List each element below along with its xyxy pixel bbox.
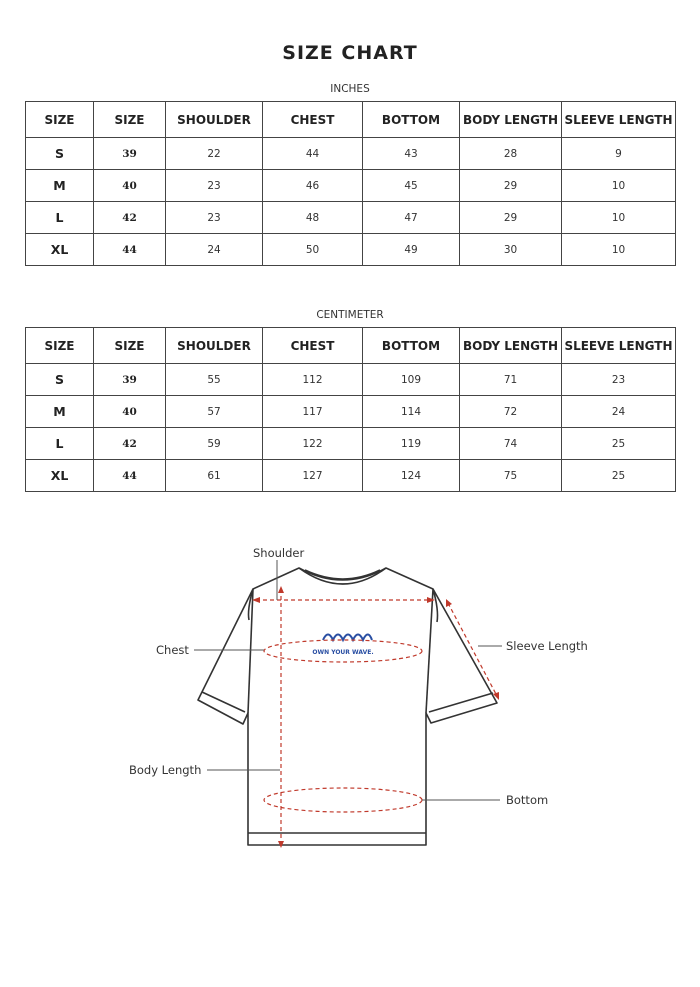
wave-logo (312, 635, 373, 657)
chest-cell: 127 (263, 460, 363, 492)
header-shoulder: SHOULDER (166, 328, 263, 364)
centimeter-caption: CENTIMETER (316, 309, 384, 321)
sleeve-length-cell: 25 (562, 428, 676, 460)
bottom-cell: 114 (363, 396, 460, 428)
shoulder-cell: 55 (166, 364, 263, 396)
tshirt-measurement-diagram (0, 530, 700, 870)
body-length-label: Body Length (129, 763, 202, 777)
bottom-measure-ellipse (264, 788, 422, 812)
tshirt-collar-inner (299, 568, 386, 584)
size-number-cell: 42 (94, 202, 166, 234)
body-length-cell: 71 (460, 364, 562, 396)
sleeve-length-cell: 23 (562, 364, 676, 396)
page-title: SIZE CHART (282, 42, 418, 64)
centimeter-table (25, 327, 676, 492)
shoulder-label: Shoulder (253, 546, 305, 560)
bottom-cell: 49 (363, 234, 460, 266)
chest-cell: 48 (263, 202, 363, 234)
right-sleeve-hem (429, 693, 493, 712)
header-size: SIZE (26, 102, 94, 138)
inches-header-row (26, 102, 676, 138)
table-row (26, 460, 676, 492)
bottom-cell: 119 (363, 428, 460, 460)
header-body-length: BODY LENGTH (460, 102, 562, 138)
shoulder-cell: 59 (166, 428, 263, 460)
shoulder-cell: 57 (166, 396, 263, 428)
size-cell: XL (26, 460, 94, 492)
size-number-cell: 40 (94, 396, 166, 428)
header-chest: CHEST (263, 328, 363, 364)
bottom-label: Bottom (506, 793, 549, 807)
shoulder-cell: 22 (166, 138, 263, 170)
table-row (26, 138, 676, 170)
shoulder-arrow-right (427, 597, 435, 603)
size-cell: M (26, 396, 94, 428)
header-bottom: BOTTOM (363, 328, 460, 364)
size-number-cell: 42 (94, 428, 166, 460)
table-row (26, 234, 676, 266)
table-row (26, 202, 676, 234)
body-length-cell: 30 (460, 234, 562, 266)
centimeter-header-row (26, 328, 676, 364)
size-number-cell: 40 (94, 170, 166, 202)
header-size: SIZE (26, 328, 94, 364)
logo-text: OWN YOUR WAVE. (312, 649, 374, 656)
chest-cell: 50 (263, 234, 363, 266)
table-row (26, 364, 676, 396)
header-size-number: SIZE (94, 328, 166, 364)
bottom-cell: 43 (363, 138, 460, 170)
size-number-cell: 39 (94, 138, 166, 170)
sleeve-length-cell: 10 (562, 170, 676, 202)
chest-label: Chest (156, 643, 189, 657)
right-sleeve-seam (426, 589, 433, 713)
body-length-cell: 72 (460, 396, 562, 428)
body-length-cell: 29 (460, 170, 562, 202)
measurement-guides (256, 589, 497, 845)
shoulder-cell: 23 (166, 170, 263, 202)
shoulder-cell: 61 (166, 460, 263, 492)
size-cell: S (26, 138, 94, 170)
bottom-cell: 45 (363, 170, 460, 202)
size-number-cell: 44 (94, 460, 166, 492)
shoulder-cell: 24 (166, 234, 263, 266)
header-sleeve-length: SLEEVE LENGTH (562, 102, 676, 138)
size-cell: S (26, 364, 94, 396)
sleeve-length-cell: 10 (562, 202, 676, 234)
chest-cell: 46 (263, 170, 363, 202)
header-size-number: SIZE (94, 102, 166, 138)
body-length-cell: 29 (460, 202, 562, 234)
sleeve-length-cell: 25 (562, 460, 676, 492)
sleeve-length-measure-line (448, 603, 497, 696)
sleeve-length-cell: 9 (562, 138, 676, 170)
leader-lines (194, 560, 502, 800)
inches-table (25, 101, 676, 266)
chest-cell: 44 (263, 138, 363, 170)
size-cell: L (26, 428, 94, 460)
bottom-cell: 109 (363, 364, 460, 396)
header-body-length: BODY LENGTH (460, 328, 562, 364)
wave-logo-waves (323, 635, 372, 641)
table-row (26, 170, 676, 202)
shoulder-cell: 23 (166, 202, 263, 234)
tshirt-outline (198, 568, 497, 845)
header-shoulder: SHOULDER (166, 102, 263, 138)
sleeve-length-cell: 10 (562, 234, 676, 266)
table-row (26, 428, 676, 460)
bottom-cell: 124 (363, 460, 460, 492)
size-cell: L (26, 202, 94, 234)
inches-caption: INCHES (330, 83, 370, 95)
size-cell: M (26, 170, 94, 202)
size-cell: XL (26, 234, 94, 266)
tshirt-body (198, 568, 497, 845)
size-number-cell: 39 (94, 364, 166, 396)
chest-cell: 122 (263, 428, 363, 460)
body-length-cell: 28 (460, 138, 562, 170)
left-sleeve-hem (202, 692, 245, 712)
size-number-cell: 44 (94, 234, 166, 266)
table-row (26, 396, 676, 428)
body-length-cell: 74 (460, 428, 562, 460)
chest-cell: 112 (263, 364, 363, 396)
sleeve-length-label: Sleeve Length (506, 639, 588, 653)
body-length-arrow-top (278, 586, 284, 593)
header-sleeve-length: SLEEVE LENGTH (562, 328, 676, 364)
header-chest: CHEST (263, 102, 363, 138)
header-bottom: BOTTOM (363, 102, 460, 138)
body-length-cell: 75 (460, 460, 562, 492)
sleeve-length-cell: 24 (562, 396, 676, 428)
bottom-cell: 47 (363, 202, 460, 234)
chest-cell: 117 (263, 396, 363, 428)
